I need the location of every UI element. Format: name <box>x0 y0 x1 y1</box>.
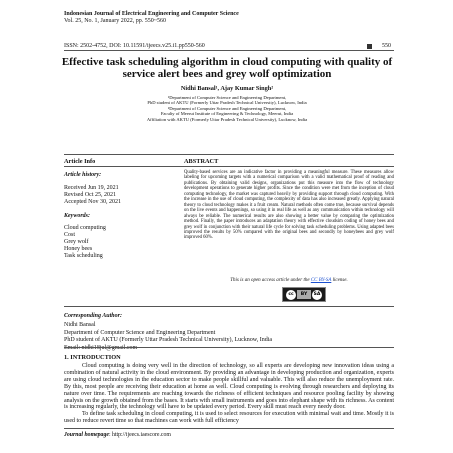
open-access-suffix: license. <box>331 278 348 283</box>
journal-footer <box>64 432 171 438</box>
keyword-item: Honey bees <box>64 246 93 252</box>
volume-line: Vol. 25, No. 1, January 2022, pp. 550~560 <box>64 17 166 24</box>
footer-divider <box>64 428 394 429</box>
header-divider <box>64 50 394 51</box>
corresponding-heading: Corresponding Author: <box>64 313 122 319</box>
affiliation-line: ²Department of Computer Science and Engineering Department, <box>167 105 287 111</box>
intro-divider <box>64 347 394 348</box>
keywords-block <box>64 213 168 260</box>
intro-paragraph: To define task scheduling in cloud computing, it is used to select resources for execution with minimal wait and time. Mostly it is used to reduce revert time so that machines can work with full efficiency <box>64 411 394 425</box>
introduction-heading: 1. INTRODUCTION <box>64 354 121 361</box>
authors: Nidhi Bansal¹, Ajay Kumar Singh² <box>180 85 274 92</box>
open-access-prefix: This is an open access article under the <box>230 278 311 283</box>
history-revised: Revised Oct 25, 2021 <box>64 192 116 198</box>
abstract-text: Quality-based services are an indicative factor in providing a meaningful measure. These measures allow labeling for upcoming targets with a numerical comparison with a valid mathematical proof of reading and publications. By obtaining valid designs, organizations put this measure into the flow of technology development operations to generate higher profits. Since the condition were met from the inception of cloud computing technology, the market was captured heavily by providing support through cloud computing. With the increase in the use of cloud computing, the complexity of data has also increased greatly. Applying natural theory to cloud technology makes it a fruit cream. Natural methods often come true, because survival depends on the live events and happenings, so using it in real life as well as any communication within technology will always be reliable. The numerical results are also showing a better value by comparing the optimization method. Finally, the paper introduces an adaptation theory with effective cloudsim coding of honey bees and grey wolf in conjunction with their natural life cycle for solving task scheduling problems. Using adapted bees improved the results by 50% compared with the original bees and secondly by honeybees and grey wolf improved 60%. <box>184 170 394 241</box>
footer-label: Journal homepage <box>64 432 109 438</box>
article-info-heading: Article Info <box>64 158 96 165</box>
cc-logo-icon: cc <box>286 290 296 300</box>
corresponding-line: PhD student of AKTU (Formerly Uttar Pradesh Technical University), Lucknow, India <box>64 337 273 344</box>
by-icon: BY <box>297 290 311 299</box>
keyword-item: Grey wolf <box>64 239 89 245</box>
footer-url[interactable]: : http://ijeecs.iaescore.com <box>108 432 171 438</box>
section-divider-mid <box>64 166 394 167</box>
keyword-item: Task scheduling <box>64 253 103 259</box>
license-link[interactable]: CC BY-SA <box>310 278 332 283</box>
section-divider-top <box>64 154 394 155</box>
keyword-item: Cloud computing <box>64 225 106 231</box>
creative-commons-icon[interactable] <box>282 287 326 302</box>
keyword-item: Cost <box>64 232 76 238</box>
journal-name: Indonesian Journal of Electrical Engineering and Computer Science <box>64 11 239 17</box>
corresponding-divider <box>64 306 394 307</box>
square-bullet-icon <box>367 44 372 49</box>
affiliation-line: Faculty of Meerut Institute of Engineering & Technology, Meerut, India <box>160 111 294 117</box>
history-accepted: Accepted Nov 30, 2021 <box>64 199 121 205</box>
introduction-body <box>64 363 394 425</box>
affiliation-line: PhD student of AKTU (Formerly Uttar Pradesh Technical University), Lucknow, India <box>147 100 307 106</box>
intro-paragraph: Cloud computing is doing very well in the direction of technology, so all experts are developing new innovation ideas using a combination of natural activity in the cloud environment. By providing an advantage in developing production and organization, experts are using cloud technologies in the education sector to make people skillful and valuable. This will also reduce the unemployment rate. By this, most people are receiving their education at home as well. Cloud computing is evolving through researchers and deploying its nature over time. The requirements are reaching towards the richness of efficient techniques and resource pooling facility by showing analysis on the growth obtained from the bases. It starts with small instruments and goes into elephant shape with its richness. As content is increasing regularly, the technology will have to be updated every period. Every skill must reach every needy door. <box>64 363 394 411</box>
journal-header <box>64 11 239 24</box>
corresponding-line: Nidhi Bansal <box>64 322 96 329</box>
sa-icon: SA <box>312 290 322 300</box>
corresponding-line: Department of Computer Science and Engineering Department <box>64 329 216 336</box>
corresponding-email <box>64 345 394 352</box>
history-received: Received Jun 19, 2021 <box>64 185 119 191</box>
abstract-heading: ABSTRACT <box>184 158 219 165</box>
history-label: Article history: <box>64 172 102 178</box>
keywords-label: Keywords: <box>64 213 90 219</box>
affiliations <box>60 95 394 122</box>
open-access-note <box>184 278 394 283</box>
affiliation-line: Affiliation with AKTU (Formerly Uttar Pradesh Technical University), Lucknow, India <box>146 116 308 122</box>
paper-title: Effective task scheduling algorithm in cloud computing with quality of service alert bees and grey wolf optimization <box>61 56 393 80</box>
issn-line: ISSN: 2502-4752, DOI: 10.11591/ijeecs.v25.i1.pp550-560 <box>64 43 205 49</box>
article-history <box>64 172 168 206</box>
page-number: 550 <box>382 43 391 49</box>
affiliation-line: ¹Department of Computer Science and Engineering Department, <box>167 95 287 100</box>
page-number-block <box>367 43 391 49</box>
